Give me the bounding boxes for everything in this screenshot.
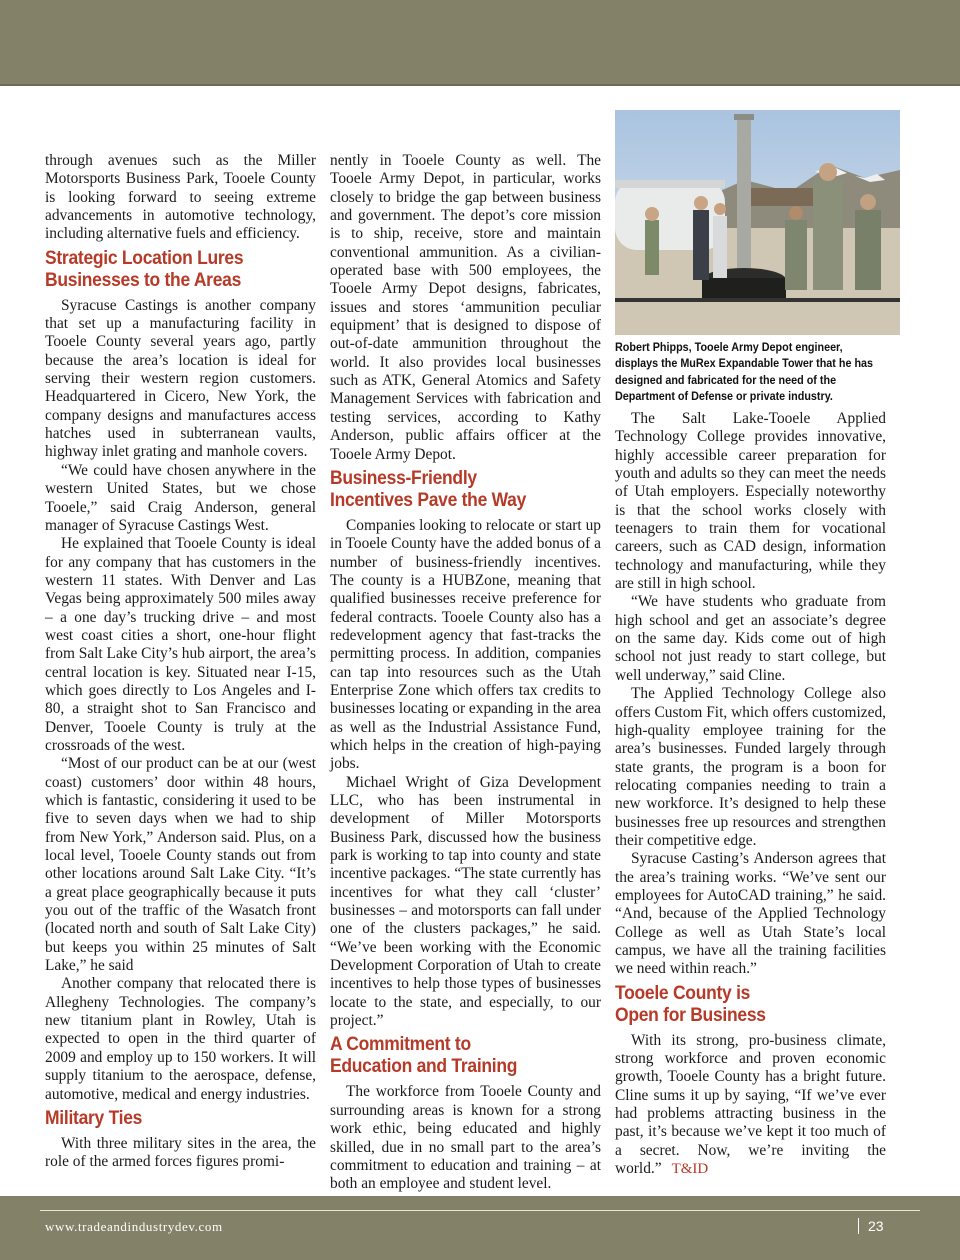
heading-line: Incentives Pave the Way: [330, 489, 527, 511]
paragraph: Another company that relocated there is Allegheny Technologies. The company’s new titanium plant in Rowley, Utah is expected to open in the third quarter of 2009 and employ up to 150 workers. It will supply titanium to the aerospace, defense, automotive, medical and energy industries.: [45, 975, 316, 1103]
heading-line: Strategic Location Lures: [45, 247, 244, 269]
section-heading-education: [330, 1034, 579, 1078]
paragraph: [615, 1032, 886, 1179]
paragraph: The workforce from Tooele County and surrounding areas is known for a strong work ethic, being educated and highly skilled, due in no small part to the area’s commitment to education and training – at both an employee and student level.: [330, 1083, 601, 1193]
paragraph: With three military sites in the area, the role of the armed forces figures promi-: [45, 1134, 316, 1171]
section-heading-open-for-business: [615, 983, 864, 1027]
paragraph: through avenues such as the Miller Motorsports Business Park, Tooele County is looking forward to seeing extreme advancements in automotive technology, including alternative fuels and efficiency.: [45, 152, 316, 243]
heading-line: Businesses to the Areas: [45, 269, 242, 291]
top-rule: [0, 84, 960, 86]
paragraph: The Applied Technology College also offers Custom Fit, which offers customized, high-quality employee training for the area’s businesses. Funded largely through state grants, the program is a boon for relocating companies needing to train a new workforce. It’s designed to help these businesses free up resources and strengthen their competitive edge.: [615, 685, 886, 849]
end-mark: T&ID: [671, 1161, 709, 1178]
footer-rule: [40, 1210, 920, 1211]
section-heading-military-ties: [45, 1108, 294, 1130]
heading-line: Business-Friendly: [330, 467, 477, 489]
paragraph: Companies looking to relocate or start up in Tooele County have the added bonus of a number of business-friendly incentives. The county is a HUBZone, meaning that qualified businesses receive preference for federal contracts. Tooele County also has a redevelopment agency that fast-tracks the permitting process. In addition, companies can tap into resources such as the Utah Enterprise Zone which offers tax credits to businesses locating or expanding in the area as well as the Industrial Assistance Fund, which helps in the creation of high-paying jobs.: [330, 516, 601, 773]
article-column-3: [615, 410, 886, 1178]
section-heading-business-friendly: [330, 468, 579, 512]
page-number: 23: [868, 1218, 884, 1234]
paragraph: Michael Wright of Giza Development LLC, who has been instrumental in development of Miller Motorsports Business Park, discussed how the business park is working to tap into county and state incentive packages. “The state currently has incentives for what they call ‘cluster’ businesses – and motorsports can fall under one of the clusters packages,” he said. “We’ve been working with the Economic Development Corporation of Utah to create incentives to help those types of businesses locate to the state, and especially, to our project.”: [330, 773, 601, 1030]
photo-caption: Robert Phipps, Tooele Army Depot engineer, displays the MuRex Expandable Tower that he has designed and fabricated for the need of the Department of Defense or private industry.: [615, 341, 874, 404]
heading-line: Open for Business: [615, 1004, 766, 1026]
footer-separator: [858, 1218, 859, 1234]
top-header-band: [0, 0, 960, 84]
heading-line: Military Ties: [45, 1107, 143, 1129]
paragraph: Syracuse Castings is another company that set up a manufacturing facility in Tooele County several years ago, partly because the area’s location is ideal for serving their western region customers. Headquartered in Cicero, New York, the company designs and manufactures access hatches used in subterranean vaults, highway inlet grating and manhole covers.: [45, 296, 316, 461]
paragraph: “Most of our product can be at our (west coast) customers’ door within 48 hours, which is fantastic, considering it used to be five to seven days when we had to ship from New York,” Anderson said. Plus, on a local level, Tooele County stands out from other locations around Salt Lake City. “It’s a great place geographically because it puts you out of the traffic of the Wasatch front (located north and south of Salt Lake City) but keeps you within 25 minutes of Salt Lake,” he said: [45, 755, 316, 975]
paragraph: nently in Tooele County as well. The Tooele Army Depot, in particular, works closely to bridge the gap between business and government. The depot’s core mission is to ship, receive, store and maintain conventional ammunition. As a civilian-operated base with 500 employees, the Tooele Army Depot designs, fabricates, issues and stores ‘ammunition peculiar equipment’ that is designed to dispose of out-of-date ammunition throughout the world. It also provides local businesses such as ATK, General Atomics and Safety Management Services with fabrication and testing services, according to Kathy Anderson, public affairs officer at the Tooele Army Depot.: [330, 152, 601, 463]
paragraph: Syracuse Casting’s Anderson agrees that the area’s training works. “We’ve sent our employees for AutoCAD training,” he said. “And, because of the Applied Technology College as well as Utah State’s local campus, we have all the training facilities we need within reach.”: [615, 850, 886, 978]
paragraph: He explained that Tooele County is ideal for any company that has customers in the western 11 states. With Denver and Las Vegas being approximately 500 miles away – a one day’s trucking drive – and most west coast cities a short, one-hour flight from Salt Lake City’s hub airport, the area’s central location is key. Situated near I-15, which goes directly to Los Angeles and I-80, a straight shot to San Francisco and Denver, Tooele County is truly at the crossroads of the west.: [45, 535, 316, 754]
article-photo: [615, 110, 900, 335]
heading-line: Tooele County is: [615, 982, 751, 1004]
photo-illustration: [615, 110, 900, 335]
paragraph: The Salt Lake-Tooele Applied Technology College provides innovative, highly accessible career preparation for youth and adults so they can meet the needs of Utah employers. Especially noteworthy is that the school works closely with teenagers to train them for vocational careers, such as CAD design, information technology and manufacturing, while they are still in high school.: [615, 410, 886, 593]
article-column-1: [45, 152, 316, 1172]
paragraph: “We have students who graduate from high school and get an associate’s degree on the same day. Kids come out of high school not just ready to start college, but well underway,” said Cline.: [615, 593, 886, 684]
footer-url: www.tradeandindustrydev.com: [45, 1219, 223, 1234]
paragraph: “We could have chosen anywhere in the western United States, but we chose Tooele,” said Craig Anderson, general manager of Syracuse Castings West.: [45, 461, 316, 534]
paragraph-text: With its strong, pro-business climate, strong workforce and proven economic growth, Tooele County has a bright future. Cline sums it up by saying, “If we’ve ever had problems attracting business in the past, it’s because we’ve kept it too much of a secret. Now, we’re inviting the world.”: [615, 1031, 886, 1178]
section-heading-strategic-location: [45, 248, 294, 292]
article-column-2: [330, 152, 601, 1194]
heading-line: Education and Training: [330, 1056, 518, 1078]
heading-line: A Commitment to: [330, 1034, 471, 1056]
